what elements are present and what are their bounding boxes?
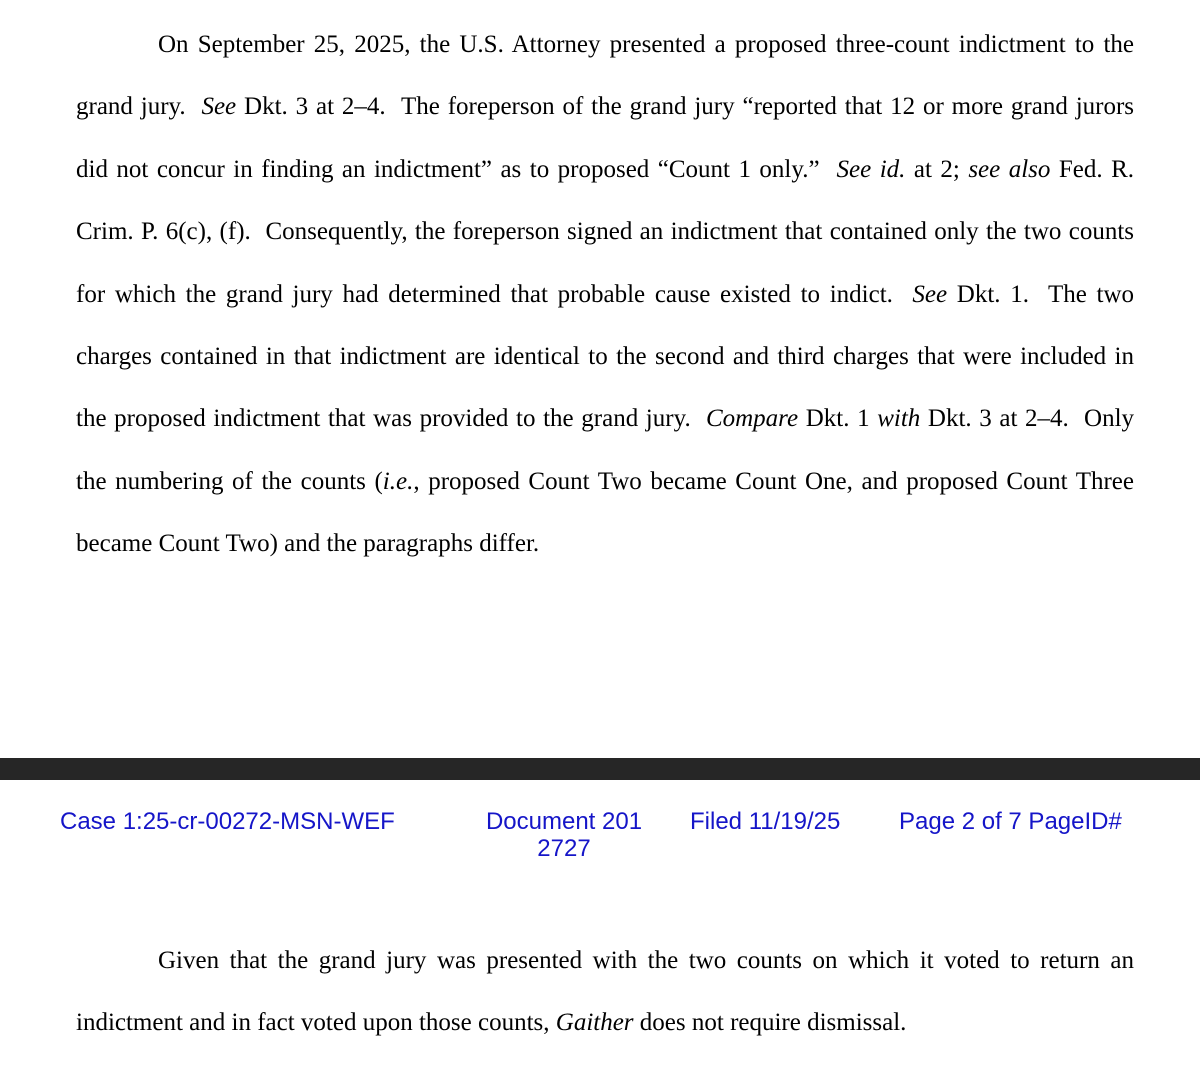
- citation-signal: Compare: [705, 405, 799, 433]
- citation: Dkt. 1.: [956, 280, 1029, 308]
- citation: Dkt. 1: [805, 405, 870, 433]
- sentence: Only the numbering of the counts (: [76, 405, 1135, 495]
- body-paragraph-1: [76, 14, 1134, 576]
- sentence: , proposed Count Two became Count One, and proposed Count Three became Count Two) and the paragraphs differ.: [76, 467, 1134, 558]
- document-number: [476, 808, 652, 862]
- citation: Dkt. 3 at 2–4.: [927, 405, 1069, 433]
- document-number-line1: Document 201: [485, 808, 643, 835]
- sentence: Consequently, the foreperson signed an indictment that contained only the two counts for which the grand jury had determined that probable cause existed to indict.: [76, 218, 1134, 308]
- sentence: does not require dismissal.: [639, 1009, 907, 1037]
- citation-signal: See id.: [836, 155, 906, 183]
- citation-signal: see also: [968, 155, 1051, 183]
- page-divider: [0, 758, 1200, 780]
- citation: Dkt. 3 at 2–4.: [244, 93, 386, 121]
- sentence: On September 25, 2025, the U.S. Attorney presented a proposed three-count indictment to the grand jury.: [76, 31, 1134, 121]
- citation: Fed. R. Crim. P. 6(c), (f).: [76, 155, 1135, 246]
- case-name: Gaither: [555, 1009, 634, 1037]
- sentence: The foreperson of the grand jury “reported that 12 or more grand jurors did not concur in finding an indictment” as to proposed “Count 1 only.”: [76, 93, 1135, 183]
- filed-date: Filed 11/19/25: [690, 808, 841, 835]
- body-paragraph-2: [76, 930, 1134, 1055]
- sentence: Given that the grand jury was presented with the two counts on which it voted to return an indictment and in fact voted upon those counts,: [76, 947, 1134, 1037]
- citation: at 2;: [913, 155, 960, 183]
- ecf-header: [0, 808, 1200, 868]
- citation-signal: See: [201, 93, 237, 121]
- case-number: Case 1:25-cr-00272-MSN-WEF: [60, 808, 395, 835]
- citation-signal: See: [912, 280, 948, 308]
- page-id-number: 2727: [537, 835, 591, 862]
- citation-signal: with: [877, 405, 921, 433]
- sentence: The two charges contained in that indictment are identical to the second and third charges that were included in the proposed indictment that was provided to the grand jury.: [76, 280, 1135, 433]
- abbreviation: i.e.: [382, 467, 414, 495]
- page-number: Page 2 of 7 PageID#: [899, 808, 1122, 835]
